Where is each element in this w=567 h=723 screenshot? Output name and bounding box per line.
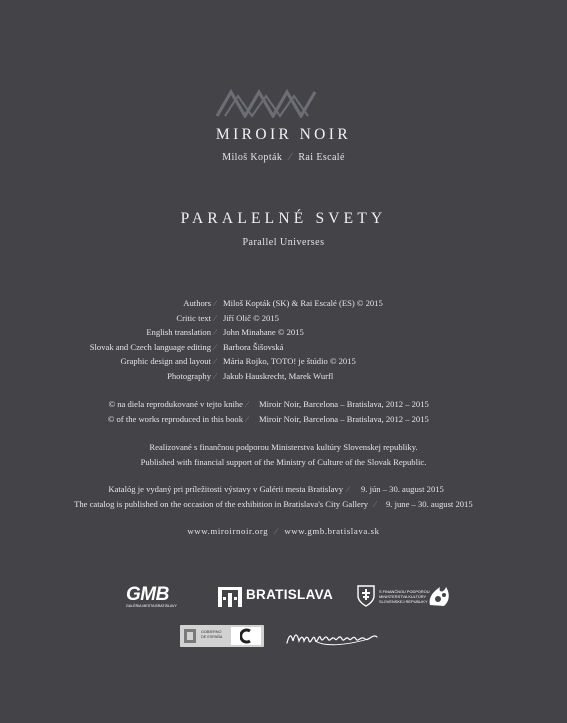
support-text-sk: Realizované s finančnou podporou Ministerstva kultúry Slovenskej republiky. <box>149 442 418 452</box>
credit-label: Photography <box>167 370 211 381</box>
separator-slash: ⁄ <box>214 312 216 323</box>
catalog-row <box>0 499 567 513</box>
separator-slash: ⁄ <box>374 498 376 509</box>
slovak-coat-of-arms-icon <box>357 585 375 607</box>
cervantes-c-icon <box>240 628 252 644</box>
gmb-logo-subtext: GALÉRIA MESTA BRATISLAVY <box>126 604 177 608</box>
copyright-label: © of the works reproduced in this book <box>107 413 243 424</box>
separator-slash: ⁄ <box>289 152 292 163</box>
copyright-row <box>0 414 567 428</box>
credit-row <box>0 342 567 356</box>
copyright-row <box>0 399 567 413</box>
gmb-logo-text: GMB <box>126 584 169 605</box>
credit-row <box>0 298 567 312</box>
bratislava-logo-text: BRATISLAVA <box>246 587 333 602</box>
website-link[interactable]: www.gmb.bratislava.sk <box>284 526 380 536</box>
spain-coat-of-arms-icon <box>183 628 197 644</box>
authors-line <box>0 152 567 163</box>
credit-row <box>0 313 567 327</box>
copyright-value: Miroir Noir, Barcelona – Bratislava, 2012 – 2015 <box>259 413 429 424</box>
separator-slash: ⁄ <box>214 356 216 366</box>
separator-slash: ⁄ <box>347 484 349 494</box>
ministry-flame-icon <box>426 583 452 609</box>
credit-row <box>0 356 567 370</box>
signature-logo <box>285 627 385 649</box>
separator-slash: ⁄ <box>214 370 216 381</box>
credit-row <box>0 371 567 385</box>
separator-slash: ⁄ <box>246 399 248 409</box>
credit-label: Authors <box>183 298 211 308</box>
ministry-logo-line: S FINANČNOU PODPOROU <box>379 589 430 594</box>
separator-slash: ⁄ <box>246 413 248 424</box>
copyright-label: © na diela reprodukované v tejto knihe <box>108 399 243 409</box>
author-name: Miloš Kopták <box>222 152 283 163</box>
credit-value: Mária Rojko, TOTO! je štúdio © 2015 <box>223 356 356 366</box>
credit-value: Miloš Kopták (SK) & Rai Escalé (ES) © 2015 <box>223 298 383 308</box>
gmb-logo <box>126 585 178 611</box>
websites <box>0 526 567 536</box>
credit-label: Critic text <box>176 312 211 323</box>
catalog-text: Katalóg je vydaný pri príležitosti výstavy v Galérii mesta Bratislavy <box>108 484 343 494</box>
spain-logo-line: DE ESPAÑA <box>201 635 223 639</box>
ministry-logo-line: MINISTERSTVA KULTÚRY <box>379 594 427 599</box>
credit-label: English translation <box>146 327 211 337</box>
credit-label: Graphic design and layout <box>120 356 211 366</box>
author-name: Rai Escalé <box>298 152 345 163</box>
separator-slash: ⁄ <box>214 327 216 337</box>
credit-value: Jakub Hauskrecht, Marek Wurfl <box>223 370 334 381</box>
bratislava-gate-icon <box>218 587 242 607</box>
ministry-logo-line: SLOVENSKEJ REPUBLIKY <box>379 599 428 604</box>
separator-slash: ⁄ <box>275 526 278 536</box>
separator-slash: ⁄ <box>214 341 216 352</box>
book-title: PARALELNÉ SVETY <box>180 210 387 227</box>
cervantes-badge <box>231 627 261 645</box>
catalog-date: 9. jún – 30. august 2015 <box>361 484 444 494</box>
separator-slash: ⁄ <box>214 298 216 308</box>
series-title: MIROIR NOIR <box>215 126 352 143</box>
credit-value: John Minahane © 2015 <box>223 327 304 337</box>
credit-value: Jiří Olič © 2015 <box>223 312 279 323</box>
book-subtitle: Parallel Universes <box>242 237 325 248</box>
spain-culture-logo <box>180 625 264 647</box>
credit-value: Barbora Šišovská <box>223 341 284 352</box>
catalog-row <box>0 484 567 498</box>
catalog-date: 9. june – 30. august 2015 <box>386 498 473 509</box>
spain-logo-line: GOBIERNO <box>201 630 222 634</box>
credit-row <box>0 327 567 341</box>
mountain-zigzag-logo-icon <box>215 88 319 118</box>
catalog-text: The catalog is published on the occasion of the exhibition in Bratislava's City Gallery <box>74 498 368 509</box>
spain-logo-text <box>201 630 222 640</box>
support-text-en: Published with financial support of the Ministry of Culture of the Slovak Republic. <box>140 456 427 467</box>
copyright-value: Miroir Noir, Barcelona – Bratislava, 2012 – 2015 <box>259 399 429 409</box>
ministry-logo-text <box>379 589 430 604</box>
credit-label: Slovak and Czech language editing <box>89 341 211 352</box>
website-link[interactable]: www.miroirnoir.org <box>187 526 269 536</box>
